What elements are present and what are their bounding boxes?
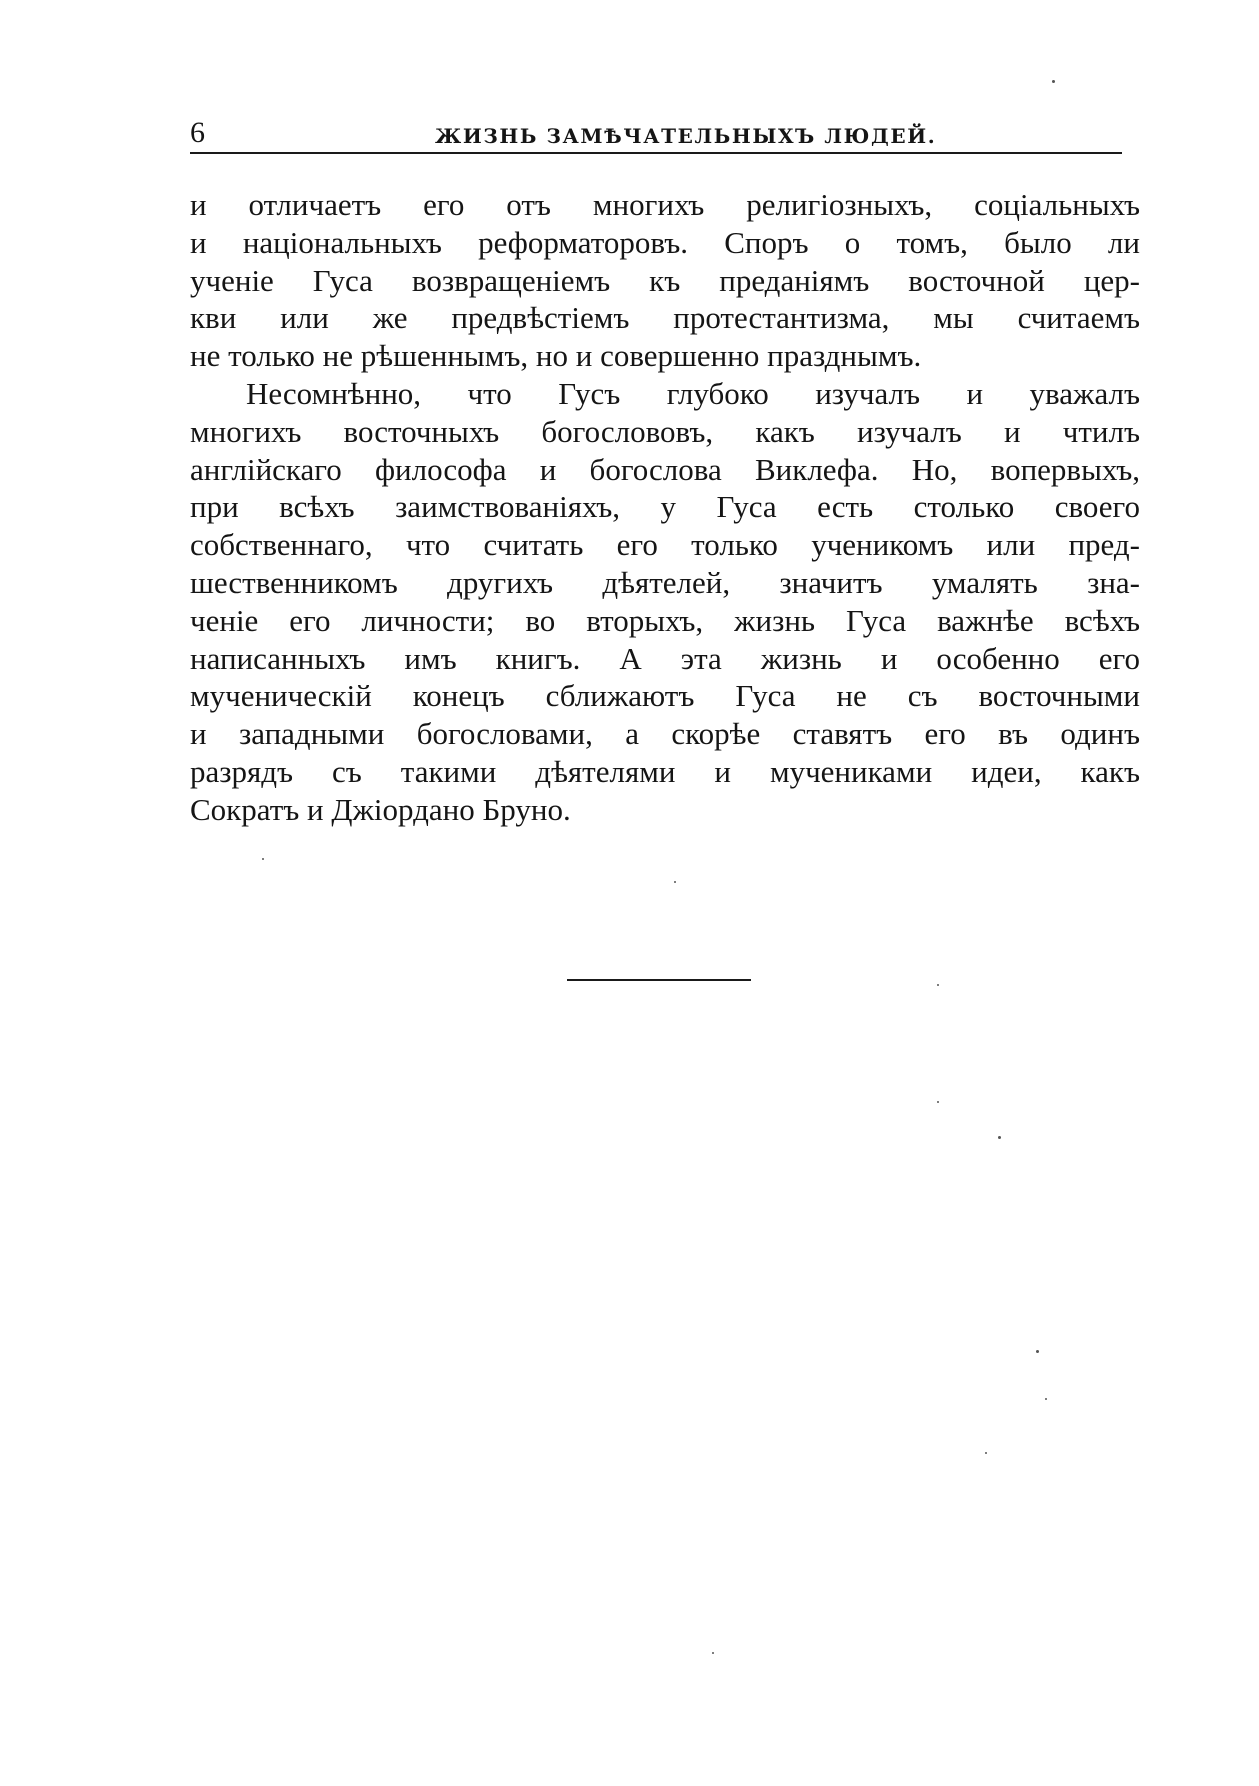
running-head-title: ЖИЗНЬ ЗАМѢЧАТЕЛЬНЫХЪ ЛЮДЕЙ. [435, 124, 937, 148]
scan-speck [712, 1652, 714, 1654]
scan-speck [937, 984, 939, 986]
page-number: 6 [190, 116, 205, 149]
text-line: написанныхъ имъ книгъ. А эта жизнь и особенно его [190, 640, 1140, 676]
text-line: кви или же предвѣстіемъ протестантизма, мы считаемъ [190, 300, 1140, 336]
text-line: мученическій конецъ сближаютъ Гуса не съ восточными [190, 678, 1140, 714]
text-line: собственнаго, что считать его только ученикомъ или пред- [190, 527, 1140, 563]
text-line: при всѣхъ заимствованіяхъ, у Гуса есть столько своего [190, 489, 1140, 525]
scan-speck [1045, 1398, 1047, 1400]
section-end-rule [567, 979, 751, 981]
paragraph-2 [190, 375, 1140, 829]
paragraph-1 [190, 186, 1140, 375]
text-line: Несомнѣнно, что Гусъ глубоко изучалъ и уважалъ [246, 375, 1140, 411]
scan-speck [1036, 1350, 1039, 1353]
text-line: и западными богословами, а скорѣе ставятъ его въ одинъ [190, 716, 1140, 752]
text-line: англійскаго философа и богослова Виклефа. Но, вопервыхъ, [190, 451, 1140, 487]
text-line: Сократъ и Джіордано Бруно. [190, 791, 571, 827]
scan-speck [998, 1136, 1001, 1139]
text-line: ченіе его личности; во вторыхъ, жизнь Гуса важнѣе всѣхъ [190, 602, 1140, 638]
scan-speck [674, 881, 676, 883]
scan-speck [262, 858, 264, 860]
text-line: и національныхъ реформаторовъ. Споръ о томъ, было ли [190, 224, 1140, 260]
running-head [190, 116, 1122, 156]
text-line: разрядъ съ такими дѣятелями и мучениками идеи, какъ [190, 753, 1140, 789]
scan-speck [937, 1101, 939, 1103]
scan-speck [985, 1452, 987, 1454]
text-line: шественникомъ другихъ дѣятелей, значитъ умалять зна- [190, 564, 1140, 600]
text-line: многихъ восточныхъ богослововъ, какъ изучалъ и чтилъ [190, 413, 1140, 449]
text-line: ученіе Гуса возвращеніемъ къ преданіямъ восточной цер- [190, 262, 1140, 298]
body-text [190, 186, 1140, 829]
header-rule [190, 152, 1122, 154]
scan-speck [1052, 80, 1055, 83]
text-line: не только не рѣшеннымъ, но и совершенно празднымъ. [190, 338, 922, 374]
text-line: и отличаетъ его отъ многихъ религіозныхъ, соціальныхъ [190, 187, 1140, 222]
